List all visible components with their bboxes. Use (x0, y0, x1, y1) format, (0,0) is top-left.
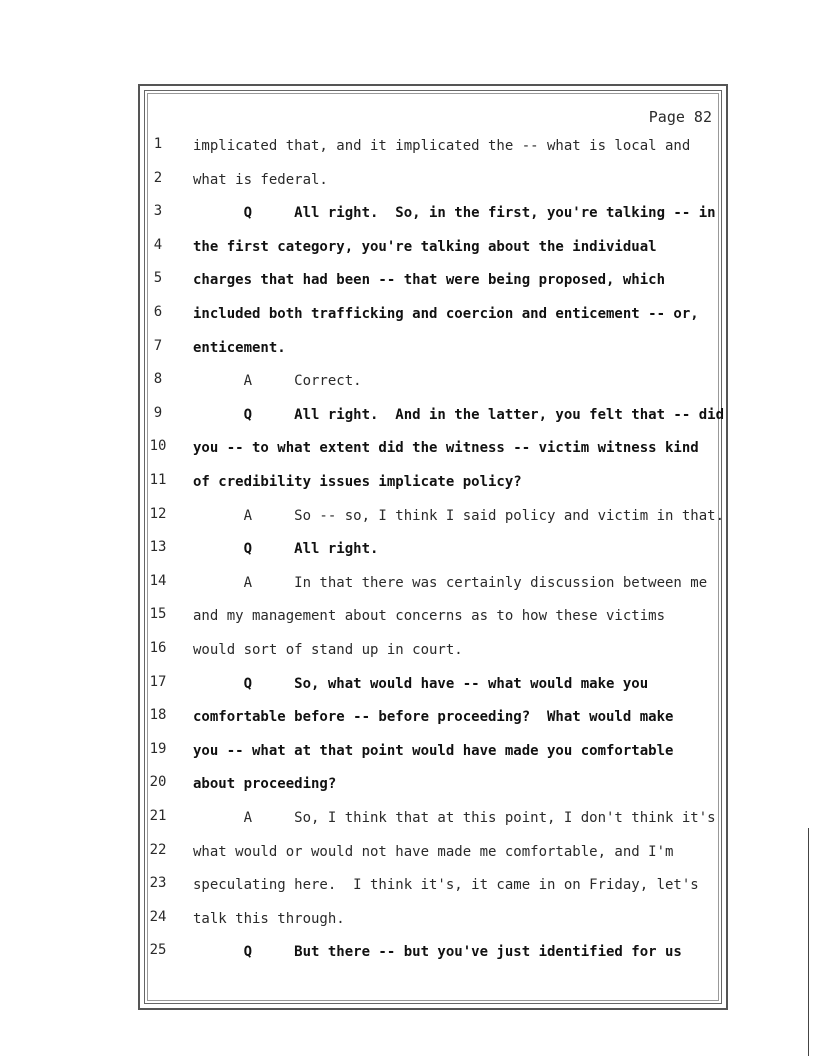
transcript-line: you -- what at that point would have made you comfortable (193, 742, 674, 759)
transcript-line: what would or would not have made me comfortable, and I'm (193, 843, 674, 860)
transcript-line: charges that had been -- that were being proposed, which (193, 272, 666, 289)
line-number: 21 (149, 808, 167, 824)
transcript-line: comfortable before -- before proceeding? What would make (193, 709, 674, 726)
transcript-line: talk this through. (193, 910, 345, 927)
transcript-line: you -- to what extent did the witness -- victim witness kind (193, 440, 699, 457)
line-number: 6 (153, 304, 163, 320)
line-number: 11 (149, 472, 167, 488)
transcript-line: A In that there was certainly discussion between me (193, 574, 708, 591)
line-number: 15 (149, 606, 167, 623)
line-number: 17 (149, 673, 167, 690)
line-number: 7 (153, 337, 163, 354)
line-number: 14 (149, 572, 167, 589)
line-number: 2 (153, 169, 163, 186)
transcript-line: of credibility issues implicate policy? (193, 474, 522, 490)
transcript-line: included both trafficking and coercion and enticement -- or, (193, 306, 699, 322)
margin-line (808, 828, 809, 1056)
line-number: 12 (149, 505, 167, 522)
transcript-line: Q But there -- but you've just identified for us (193, 944, 682, 961)
line-number: 8 (153, 371, 163, 388)
transcript-line: Q All right. (193, 541, 379, 558)
line-number: 13 (149, 539, 167, 556)
transcript-line: A So, I think that at this point, I don't think it's (193, 810, 716, 826)
transcript-line: and my management about concerns as to how these victims (193, 608, 666, 625)
line-number: 24 (149, 908, 167, 925)
line-number: 20 (149, 774, 167, 791)
transcript-line: enticement. (193, 339, 286, 356)
transcript-line: Q All right. So, in the first, you're talking -- in (193, 205, 716, 222)
line-number: 16 (149, 640, 167, 656)
transcript-line: implicated that, and it implicated the -- what is local and (193, 138, 691, 154)
line-number: 23 (149, 875, 167, 892)
line-number: 1 (153, 136, 163, 152)
transcript-line: Q So, what would have -- what would make you (193, 675, 649, 692)
line-number: 19 (149, 740, 167, 757)
line-number: 25 (149, 942, 167, 959)
line-number: 22 (149, 841, 167, 858)
transcript-line: about proceeding? (193, 776, 337, 793)
transcript-line: what is federal. (193, 171, 328, 188)
line-number: 18 (149, 707, 167, 724)
transcript-line: A So -- so, I think I said policy and victim in that. (193, 507, 725, 524)
line-number: 5 (153, 270, 163, 287)
transcript-line: would sort of stand up in court. (193, 642, 463, 658)
transcript-line: the first category, you're talking about the individual (193, 238, 657, 255)
transcript-line: A Correct. (193, 373, 362, 390)
line-number: 3 (153, 203, 163, 220)
transcript-line: Q All right. And in the latter, you felt that -- did (193, 406, 725, 423)
line-number: 9 (153, 404, 163, 421)
line-number: 4 (153, 236, 163, 253)
page-number: Page 82 (648, 108, 712, 126)
line-number: 10 (149, 438, 167, 455)
transcript-line: speculating here. I think it's, it came in on Friday, let's (193, 877, 699, 894)
